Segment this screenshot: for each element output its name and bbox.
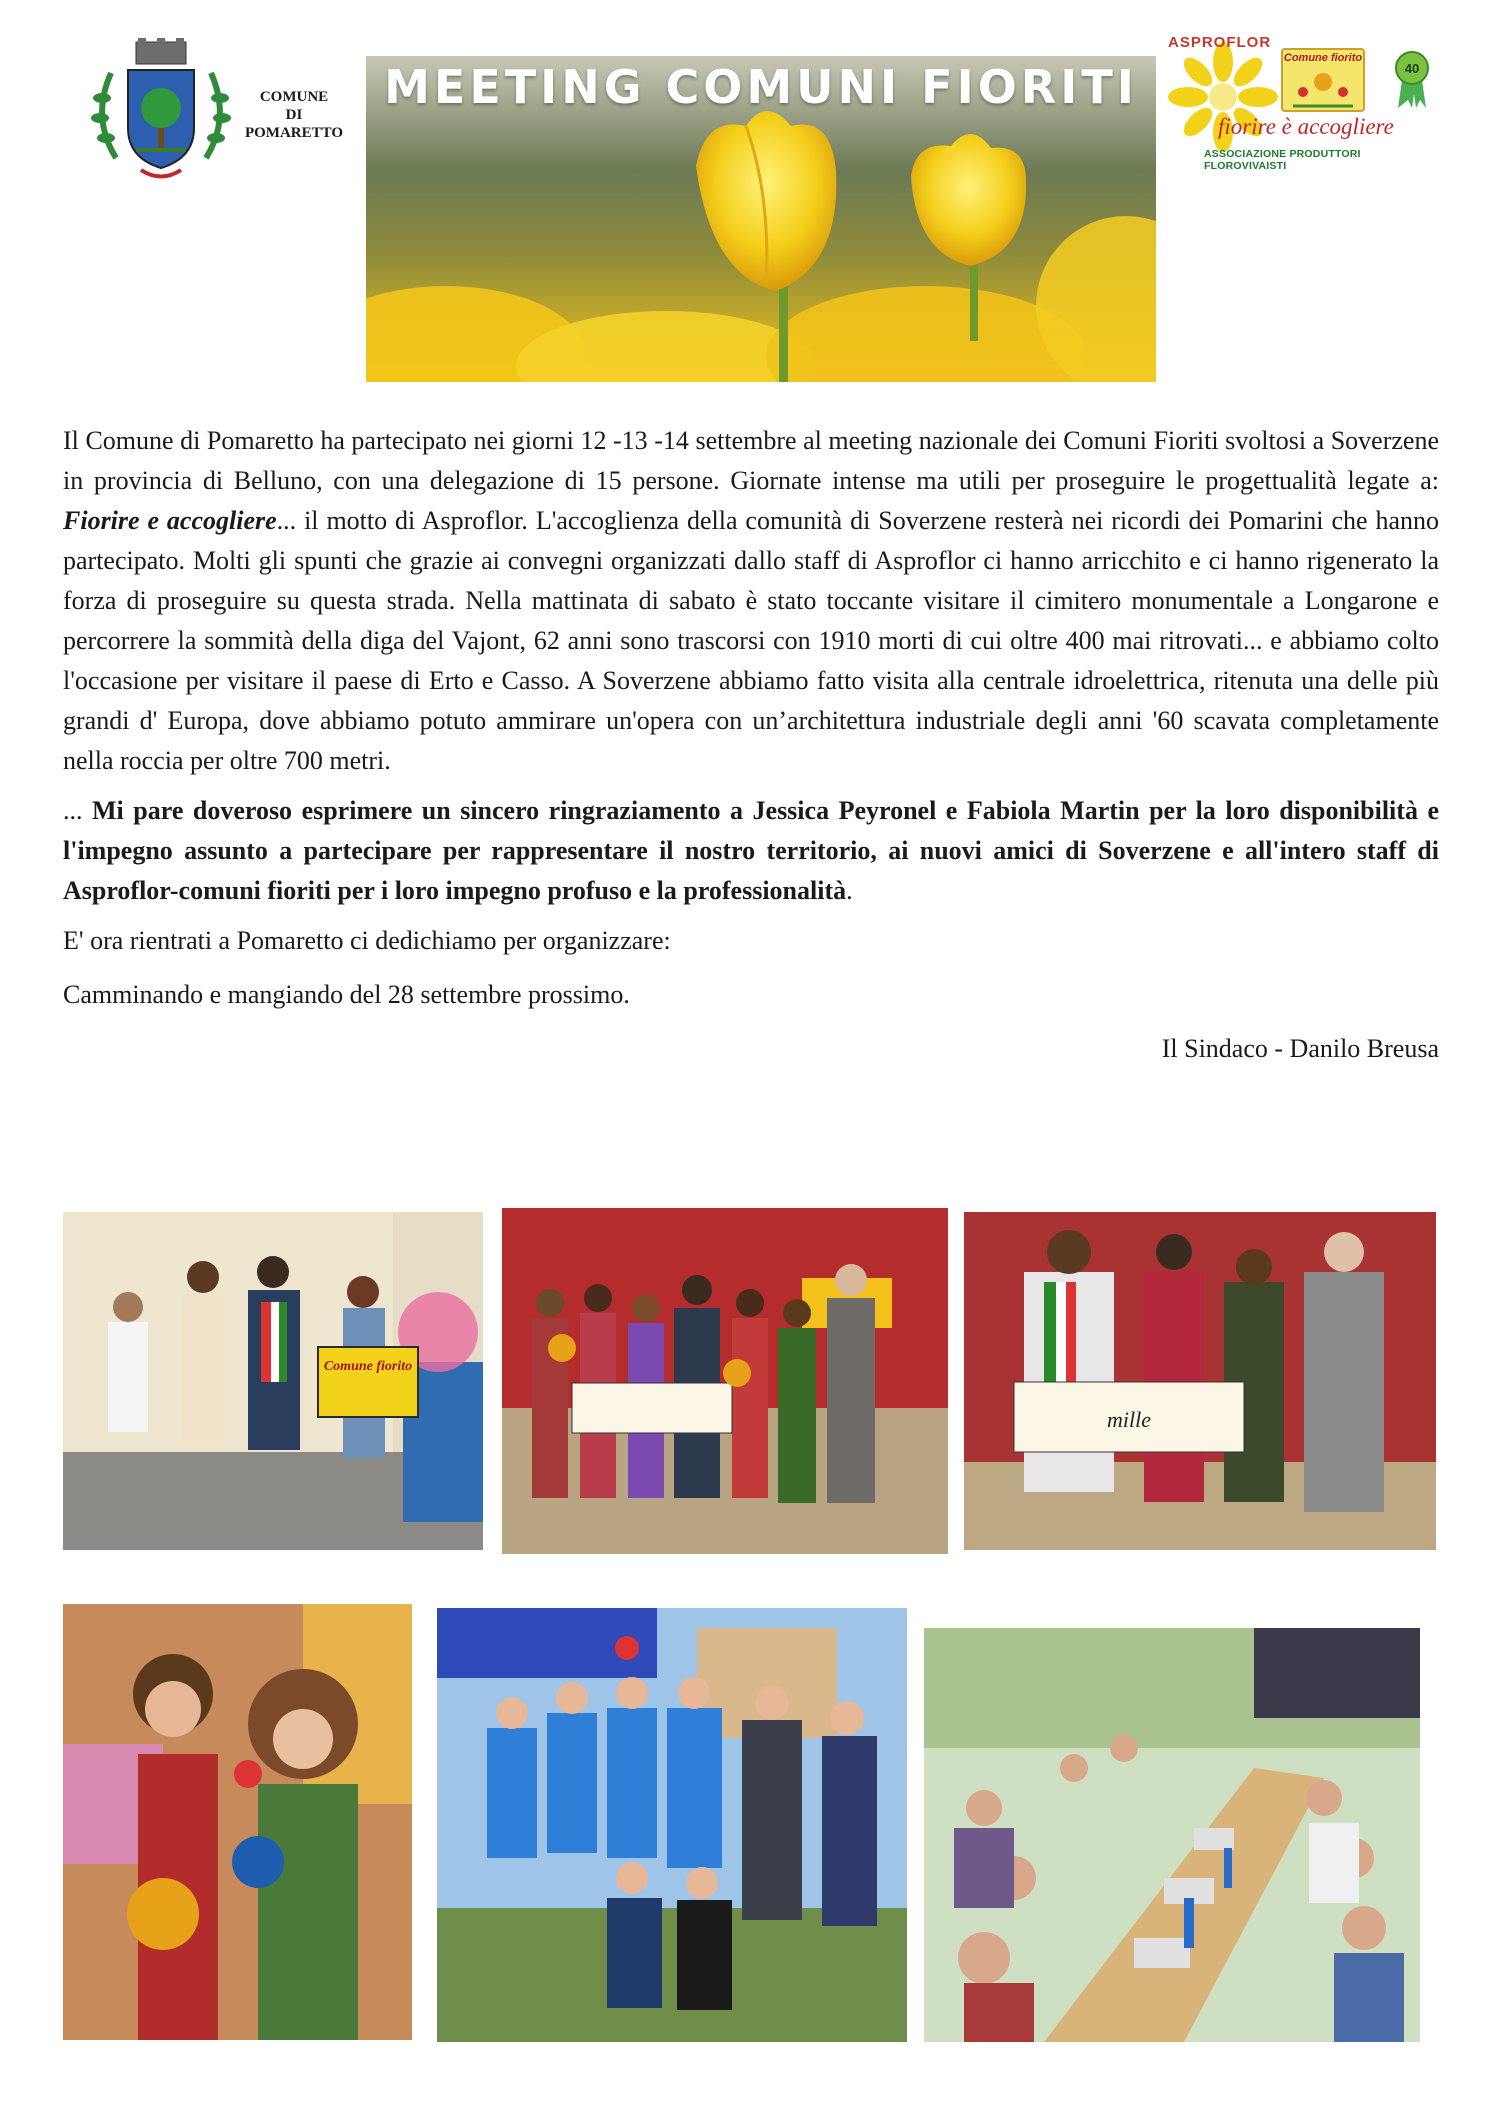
asproflor-association: ASSOCIAZIONE PRODUTTORI FLOROVIVAISTI: [1204, 148, 1361, 172]
asproflor-arc-text: ASPROFLOR: [1168, 34, 1272, 51]
comune-label-line-2: DI: [285, 107, 303, 123]
paragraph-event: Camminando e mangiando del 28 settembre prossimo.: [63, 980, 630, 1009]
comune-fiorito-badge-label: Comune fiorito: [1283, 52, 1363, 64]
comune-label-line-1: COMUNE: [259, 89, 329, 105]
asproflor-logo: [1168, 34, 1430, 184]
check-amount-text: mille: [1107, 1407, 1151, 1432]
paragraph-meeting-part-1: Il Comune di Pomaretto ha partecipato nei giorni 12 -13 -14 settembre al meeting nazionale dei Comuni Fioriti svoltosi a Soverzene in provincia di Belluno, con una delegazione di 15 persone. Giornate intense ma utili per proseguire le progettualità legate a:: [63, 426, 1439, 495]
anniversary-badge-icon: [1394, 50, 1430, 110]
motto-text: Fiorire e accogliere: [63, 506, 277, 535]
photo-check-presentation: [964, 1212, 1436, 1550]
meeting-banner: [366, 56, 1156, 382]
comune-crest: [86, 38, 236, 188]
mayor-signature: Il Sindaco - Danilo Breusa: [1161, 1034, 1439, 1063]
paragraph-thanks: [63, 791, 1439, 911]
comune-label-line-3: POMARETTO: [244, 125, 344, 141]
comune-label: [234, 88, 354, 142]
photo-staff-group: [437, 1608, 907, 2042]
paragraph-thanks-bold: Mi pare doveroso esprimere un sincero ringraziamento a Jessica Peyronel e Fabiola Martin per la loro disponibilità e l'impegno assunto a partecipare per rappresentare il nostro territorio, ai nuovi amici di Soverzene e all'intero staff di Asproflor-comuni fioriti per i loro impegno profuso e la professionalità: [63, 796, 1439, 905]
paragraph-return: E' ora rientrati a Pomaretto ci dedichiamo per organizzare:: [63, 926, 671, 955]
photo-award-ceremony: [63, 1212, 483, 1550]
flowers-icon: [1283, 68, 1363, 108]
paragraph-meeting: [63, 421, 1439, 781]
asproflor-motto: fiorire è accogliere: [1218, 114, 1394, 139]
photo-sign-text: Comune fiorito: [323, 1359, 413, 1374]
photo-miss-portrait: [63, 1604, 412, 2040]
paragraph-thanks-lead: ...: [63, 796, 93, 825]
paragraph-thanks-end: .: [846, 876, 853, 905]
photo-outdoor-lunch: [924, 1628, 1420, 2042]
photo-group-ceremony: [502, 1208, 948, 1554]
banner-title: MEETING COMUNI FIORITI: [384, 60, 1138, 114]
anniversary-number: 40: [1404, 61, 1420, 76]
article-body: [63, 421, 1439, 1069]
paragraph-meeting-part-2: ... il motto di Asproflor. L'accoglienza della comunità di Soverzene resterà nei ricordi dei Pomarini che hanno partecipato. Molti gli spunti che grazie ai convegni organizzati dallo staff di Asproflor ci hanno arricchito e ci hanno rigenerato la forza di proseguire su questa strada. Nella mattinata di sabato è stato toccante visitare il cimitero monumentale a Longarone e percorrere la sommità della diga del Vajont, 62 anni sono trascorsi con 1910 morti di cui oltre 400 mai ritrovati... e abbiamo colto l'occasione per visitare il paese di Erto e Casso. A Soverzene abbiamo fatto visita alla centrale idroelettrica, ritenuta una delle più grandi d' Europa, dove abbiamo potuto ammirare un'opera con un’architettura industriale degli anni '60 scavata completamente nella roccia per oltre 700 metri.: [63, 506, 1439, 775]
comune-fiorito-badge: [1281, 48, 1365, 112]
